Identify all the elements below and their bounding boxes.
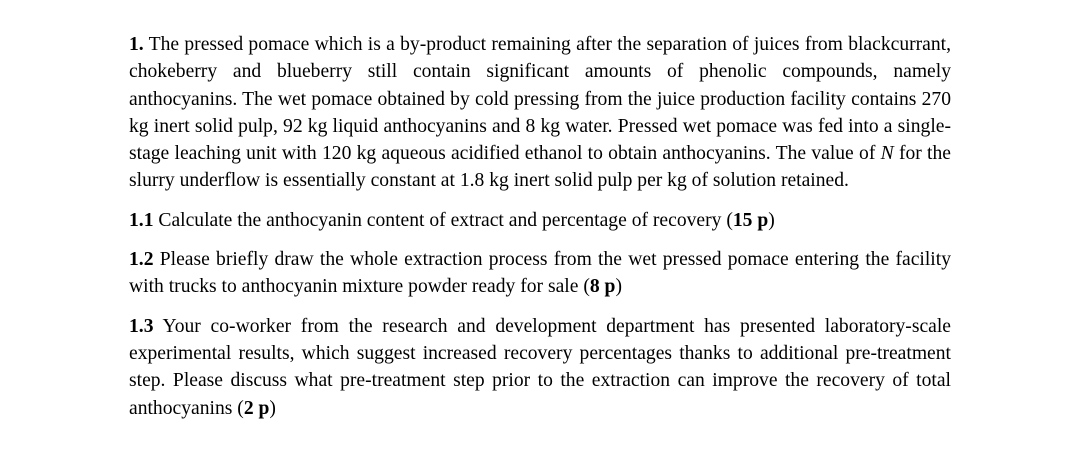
question-points: 2 p [243, 397, 270, 419]
problem-number: 1. [129, 34, 144, 55]
question-number: 1.2 [129, 249, 154, 271]
question-number: 1.1 [129, 209, 154, 231]
question-points: 15 p [732, 209, 769, 231]
question-number: 1.3 [129, 315, 154, 337]
variable-n: N [880, 143, 894, 165]
question-close: ) [615, 276, 622, 298]
question-text: Please briefly draw the whole extraction process from the wet pressed pomace entering the facility with trucks to anthocyanin mixture powder ready for sale ( [129, 249, 951, 298]
question-close: ) [768, 209, 775, 231]
question-points: 8 p [589, 276, 616, 298]
exam-document [129, 31, 951, 422]
question-1-2 [129, 246, 951, 301]
question-1-1 [129, 207, 951, 234]
question-text: Calculate the anthocyanin content of extract and percentage of recovery ( [153, 209, 733, 231]
question-1-3 [129, 313, 951, 422]
problem-text-part1: The pressed pomace which is a by-product remaining after the separation of juices from blackcurrant, chokeberry and blueberry still contain significant amounts of phenolic compounds, namely anthocyanins. The wet pomace obtained by cold pressing from the juice production facility contains 270 kg inert solid pulp, 92 kg liquid anthocyanins and 8 kg water. Pressed wet pomace was fed into a single-stage leaching unit with 120 kg aqueous acidified ethanol to obtain anthocyanins. The value of [129, 34, 951, 165]
problem-statement [129, 31, 951, 195]
question-close: ) [269, 397, 276, 419]
problem-text-part2: for the slurry underflow is essentially constant at 1.8 kg inert solid pulp per kg of solution retained. [129, 143, 951, 192]
question-text: Your co-worker from the research and development department has presented laboratory-scale experimental results, which suggest increased recovery percentages thanks to additional pre-treatment step. Please discuss what pre-treatment step prior to the extraction can improve the recovery of total anthocyanins ( [129, 315, 951, 419]
